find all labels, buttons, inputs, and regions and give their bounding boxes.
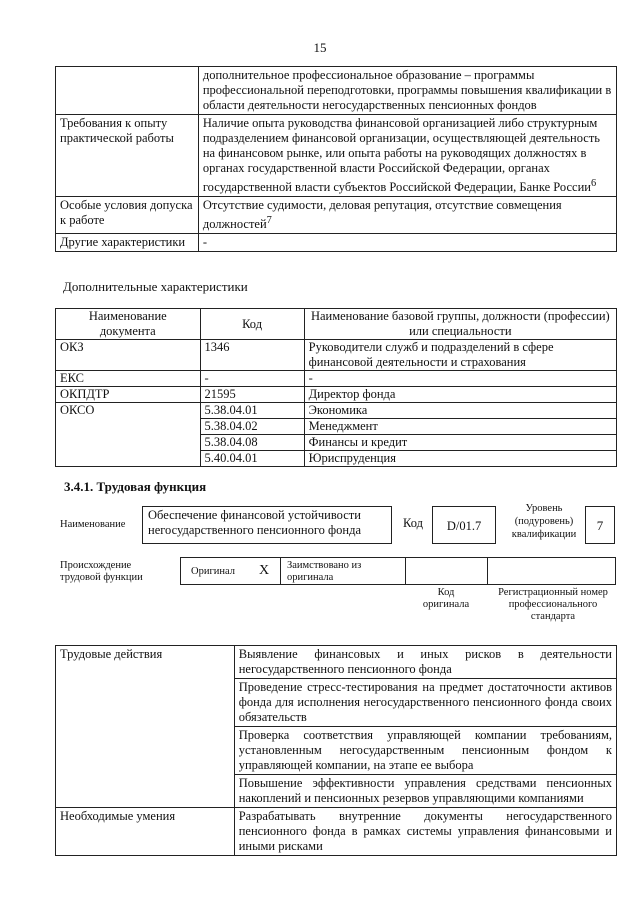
cell-name: Экономика <box>304 403 616 419</box>
table-row <box>56 371 617 387</box>
additional-characteristics-table <box>55 308 617 467</box>
row-value-text: Отсутствие судимости, деловая репутация, отсутствие совмещения должностей <box>202 198 562 232</box>
skills-cell <box>234 808 616 856</box>
cell-name: Финансы и кредит <box>304 435 616 451</box>
page-number: 15 <box>313 40 327 55</box>
table-row <box>56 234 617 252</box>
function-code-label: Код <box>403 516 423 530</box>
cell-code: 5.38.04.01 <box>200 403 304 419</box>
table-row <box>56 808 617 856</box>
table-row <box>56 387 617 403</box>
qualification-level-box: 7 <box>585 506 615 544</box>
original-cell <box>180 557 280 585</box>
footnote-ref: 6 <box>590 178 597 189</box>
list-item: Разрабатывать внутренние документы негосударственного пенсионного фонда в рамках системы управления финансовыми и иными рисками <box>238 809 612 853</box>
cell-name: Юриспруденция <box>304 451 616 467</box>
function-code-box: D/01.7 <box>432 506 496 544</box>
row-value <box>198 115 616 197</box>
table-row <box>56 340 617 371</box>
cell-name: Менеджмент <box>304 419 616 435</box>
registration-number-cell <box>488 557 616 585</box>
cell-code: - <box>200 371 304 387</box>
list-item: Выявление финансовых и иных рисков в деятельности негосударственного пенсионного фонда <box>238 647 612 676</box>
origin-label: Происхождение трудовой функции <box>60 560 143 583</box>
original-code-cell <box>406 557 488 585</box>
row-value-text: Наличие опыта руководства финансовой организацией либо структурным подразделением финансовой организации, осуществляющей деятельность на финансовом рынке, или опыта работы на руководящих должностях в органах государственной власти Российской Федерации, органах государственной власти субъектов Российской Федерации, Банке России <box>202 116 601 195</box>
cell-name: - <box>304 371 616 387</box>
original-code-caption: Код оригинала <box>422 587 470 610</box>
table-row <box>56 403 617 419</box>
row-label: Трудовые действия <box>56 646 235 808</box>
list-item: Повышение эффективности управления средствами пенсионных накоплений и пенсионных резервов управляющими компаниями <box>235 774 616 807</box>
row-value <box>198 197 616 234</box>
additional-characteristics-heading: Дополнительные характеристики <box>63 279 248 294</box>
header-name: Наименование базовой группы, должности (профессии) или специальности <box>304 309 616 340</box>
cell-doc: ОКСО <box>56 403 201 467</box>
cell-code: 5.38.04.02 <box>200 419 304 435</box>
table-header-row <box>56 309 617 340</box>
header-document: Наименование документа <box>56 309 201 340</box>
cell-code: 1346 <box>200 340 304 371</box>
table-row <box>56 115 617 197</box>
cell-code: 21595 <box>200 387 304 403</box>
footnote-ref: 7 <box>266 215 272 227</box>
labor-function-table <box>55 645 617 856</box>
qualification-level-label: Уровень (подуровень) квалификации <box>511 503 577 540</box>
cell-doc: ОКПДТР <box>56 387 201 403</box>
registration-number-caption: Регистрационный номер профессионального стандарта <box>498 587 608 622</box>
row-value: дополнительное профессиональное образование – программы профессиональной переподготовки, программы повышения квалификации в области деятельности негосударственных пенсионных фондов <box>198 67 616 115</box>
list-item: Проведение стресс-тестирования на предмет достаточности активов фонда для исполнения негосударственного пенсионного фонда своих обязательств <box>235 678 616 726</box>
function-name-label: Наименование <box>60 519 126 530</box>
row-label: Другие характеристики <box>56 234 199 252</box>
table-row <box>56 646 617 808</box>
list-item: Проверка соответствия управляющей компании требованиям, установленным негосударственным пенсионным фондом к управляющей компании, на этапе ее выбора <box>235 726 616 774</box>
header-code: Код <box>200 309 304 340</box>
section-title: 3.4.1. Трудовая функция <box>64 479 207 494</box>
borrowed-cell <box>280 557 406 585</box>
qualification-requirements-table <box>55 66 617 252</box>
cell-doc: ЕКС <box>56 371 201 387</box>
cell-name: Директор фонда <box>304 387 616 403</box>
borrowed-label: Заимствовано из оригинала <box>287 560 362 583</box>
function-name-box: Обеспечение финансовой устойчивости негосударственного пенсионного фонда <box>142 506 392 544</box>
cell-name: Руководители служб и подразделений в сфере финансовой деятельности и страхования <box>304 340 616 371</box>
original-label: Оригинал <box>191 566 235 577</box>
original-mark: X <box>259 563 270 578</box>
row-label: Требования к опыту практической работы <box>56 115 199 197</box>
row-label: Особые условия допуска к работе <box>56 197 199 234</box>
row-label: Необходимые умения <box>56 808 235 856</box>
labor-actions-cell <box>234 646 616 808</box>
table-row <box>56 67 617 115</box>
cell-code: 5.40.04.01 <box>200 451 304 467</box>
cell-doc: ОКЗ <box>56 340 201 371</box>
row-label <box>56 67 199 115</box>
table-row <box>56 197 617 234</box>
cell-code: 5.38.04.08 <box>200 435 304 451</box>
row-value: - <box>198 234 616 252</box>
